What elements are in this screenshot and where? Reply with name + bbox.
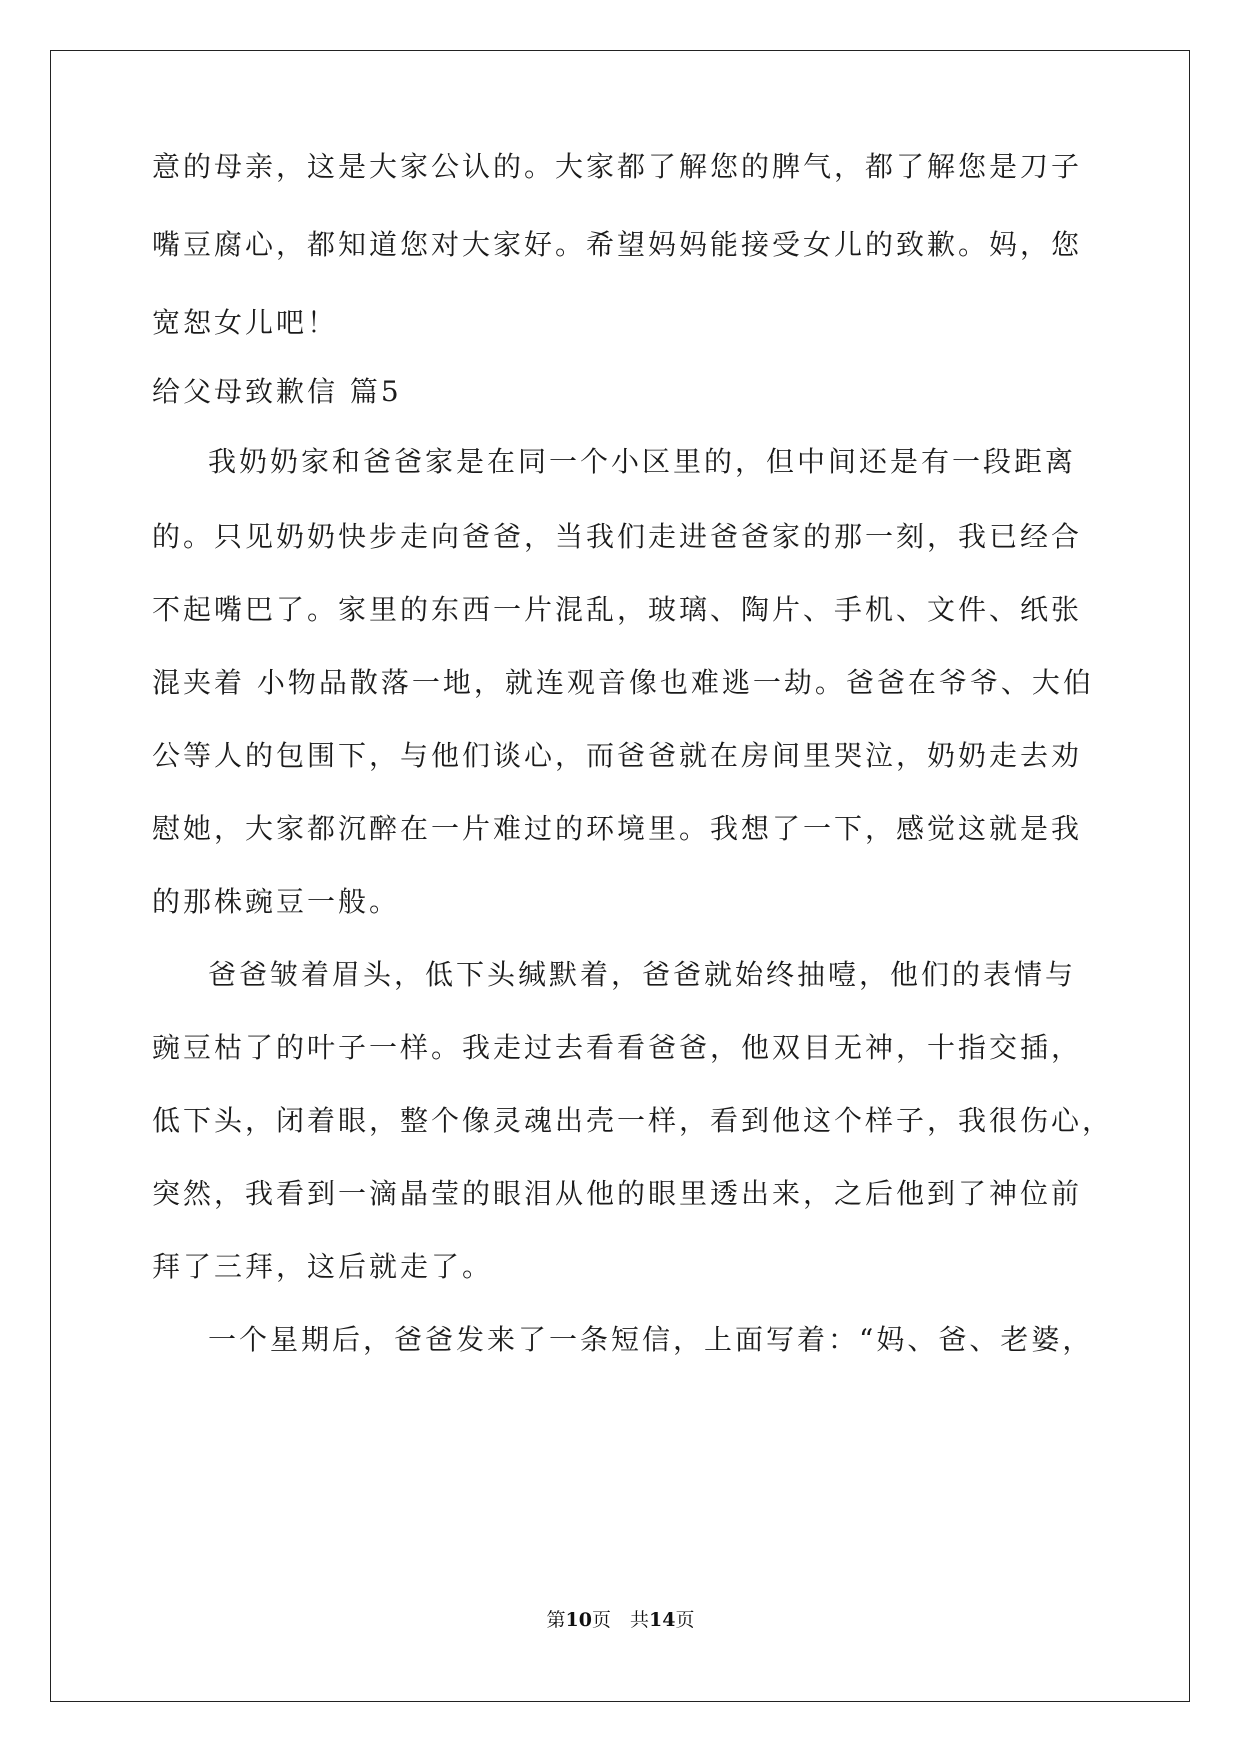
text-line: 的那株豌豆一般。: [152, 885, 401, 918]
text-line: 意的母亲，这是大家公认的。大家都了解您的脾气，都了解您是刀子: [152, 150, 1083, 183]
page-border: [50, 50, 1190, 1702]
text-line: 豌豆枯了的叶子一样。我走过去看看爸爸，他双目无神，十指交插，: [152, 1031, 1083, 1064]
text-line: 慰她，大家都沉醉在一片难过的环境里。我想了一下，感觉这就是我: [152, 812, 1083, 845]
text-line: 嘴豆腐心，都知道您对大家好。希望妈妈能接受女儿的致歉。妈，您: [152, 228, 1083, 261]
footer-prefix: 第: [546, 1609, 566, 1631]
text-line: 公等人的包围下，与他们谈心，而爸爸就在房间里哭泣，奶奶走去劝: [152, 739, 1083, 772]
text-line: 宽恕女儿吧！: [152, 306, 339, 339]
text-line: 一个星期后，爸爸发来了一条短信，上面写着：“妈、爸、老婆，: [208, 1323, 1094, 1356]
text-line: 我奶奶家和爸爸家是在同一个小区里的，但中间还是有一段距离: [208, 445, 1077, 478]
page-footer: [0, 1606, 1241, 1634]
text-line: 拜了三拜，这后就走了。: [152, 1250, 494, 1283]
footer-mid: 页 共: [591, 1609, 649, 1631]
text-line: 低下头，闭着眼，整个像灵魂出壳一样，看到他这个样子，我很伤心，: [152, 1104, 1114, 1137]
page-number: 10: [565, 1609, 592, 1631]
text-line: 的。只见奶奶快步走向爸爸，当我们走进爸爸家的那一刻，我已经合: [152, 520, 1083, 553]
text-line: 混夹着 小物品散落一地，就连观音像也难逃一劫。爸爸在爷爷、大伯: [152, 666, 1094, 699]
text-line: 爸爸皱着眉头，低下头缄默着，爸爸就始终抽噎，他们的表情与: [208, 958, 1077, 991]
footer-suffix: 页: [675, 1609, 695, 1631]
text-line: 不起嘴巴了。家里的东西一片混乱，玻璃、陶片、手机、文件、纸张: [152, 593, 1083, 626]
section-heading: 给父母致歉信 篇5: [152, 375, 402, 408]
text-line: 突然，我看到一滴晶莹的眼泪从他的眼里透出来，之后他到了神位前: [152, 1177, 1083, 1210]
total-pages: 14: [649, 1609, 676, 1631]
